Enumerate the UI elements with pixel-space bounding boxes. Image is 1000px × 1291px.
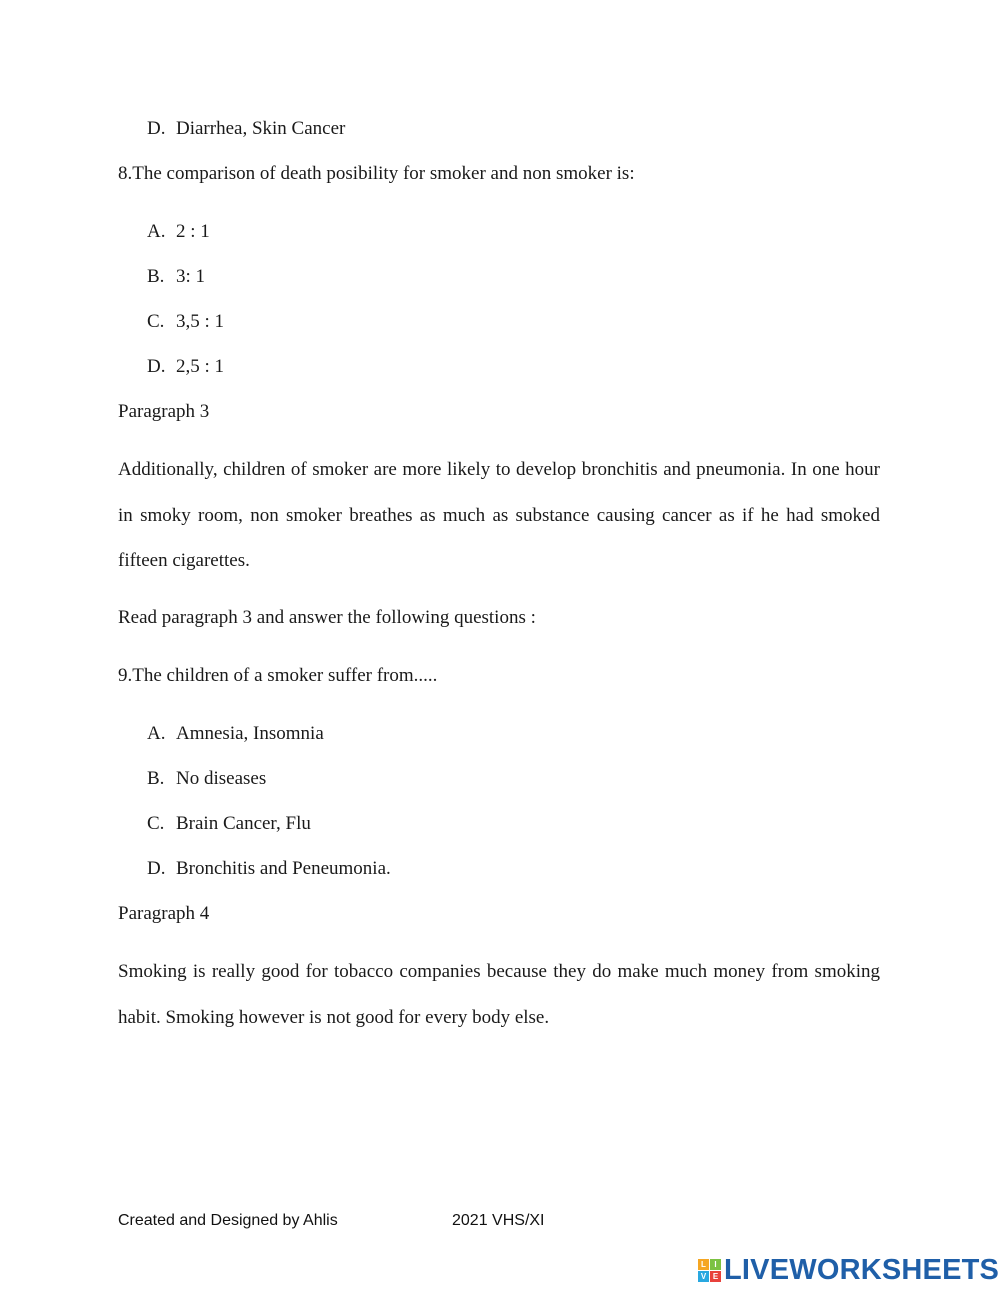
paragraph-4-body <box>118 961 880 1052</box>
q9-option-d <box>147 858 391 880</box>
paragraph-line: Smoking is really good for tobacco companies because they do make much money from smoking <box>118 961 880 982</box>
q8-option-d <box>147 356 224 378</box>
option-letter: D. <box>147 356 166 377</box>
question-8: 8.The comparison of death posibility for smoker and non smoker is: <box>118 163 635 184</box>
liveworksheets-logo <box>698 1254 999 1287</box>
logo-tile: I <box>710 1259 721 1270</box>
option-letter: C. <box>147 311 165 332</box>
logo-tile: E <box>710 1271 721 1282</box>
paragraph-3-heading: Paragraph 3 <box>118 401 210 422</box>
logo-tiles-icon <box>698 1259 721 1282</box>
q9-option-c <box>147 813 311 835</box>
option-letter: C. <box>147 813 165 834</box>
option-text: 2 : 1 <box>176 221 210 242</box>
option-text: Brain Cancer, Flu <box>176 813 311 834</box>
q9-option-b <box>147 768 266 790</box>
q8-option-a <box>147 221 210 243</box>
q7-option-d <box>147 118 345 140</box>
q9-option-a <box>147 723 324 745</box>
logo-tile: V <box>698 1271 709 1282</box>
option-text: Amnesia, Insomnia <box>176 723 324 744</box>
paragraph-line: Additionally, children of smoker are more likely to develop bronchitis and pneumonia. In one hour <box>118 459 880 480</box>
logo-text: LIVEWORKSHEETS <box>724 1254 1000 1286</box>
option-text: Bronchitis and Peneumonia. <box>176 858 391 879</box>
option-text: 3: 1 <box>176 266 206 287</box>
q8-option-b <box>147 266 205 288</box>
q8-option-c <box>147 311 224 333</box>
question-9: 9.The children of a smoker suffer from..... <box>118 665 438 686</box>
option-letter: A. <box>147 723 166 744</box>
option-text: 3,5 : 1 <box>176 311 225 332</box>
logo-tile: L <box>698 1259 709 1270</box>
option-text: 2,5 : 1 <box>176 356 225 377</box>
footer-year-class: 2021 VHS/XI <box>452 1212 545 1229</box>
paragraph-line: in smoky room, non smoker breathes as much as substance causing cancer as if he had smoked <box>118 504 880 526</box>
option-letter: B. <box>147 266 165 287</box>
footer-credit: Created and Designed by Ahlis <box>118 1212 338 1229</box>
option-text: No diseases <box>176 768 267 789</box>
instruction: Read paragraph 3 and answer the following questions : <box>118 607 536 628</box>
option-text: Diarrhea, Skin Cancer <box>176 118 346 139</box>
option-letter: B. <box>147 768 165 789</box>
option-letter: A. <box>147 221 166 242</box>
paragraph-line: habit. Smoking however is not good for every body else. <box>118 1006 550 1028</box>
paragraph-line: fifteen cigarettes. <box>118 550 250 571</box>
paragraph-3-body <box>118 459 880 596</box>
option-letter: D. <box>147 858 166 879</box>
option-letter: D. <box>147 118 166 139</box>
paragraph-4-heading: Paragraph 4 <box>118 903 210 924</box>
